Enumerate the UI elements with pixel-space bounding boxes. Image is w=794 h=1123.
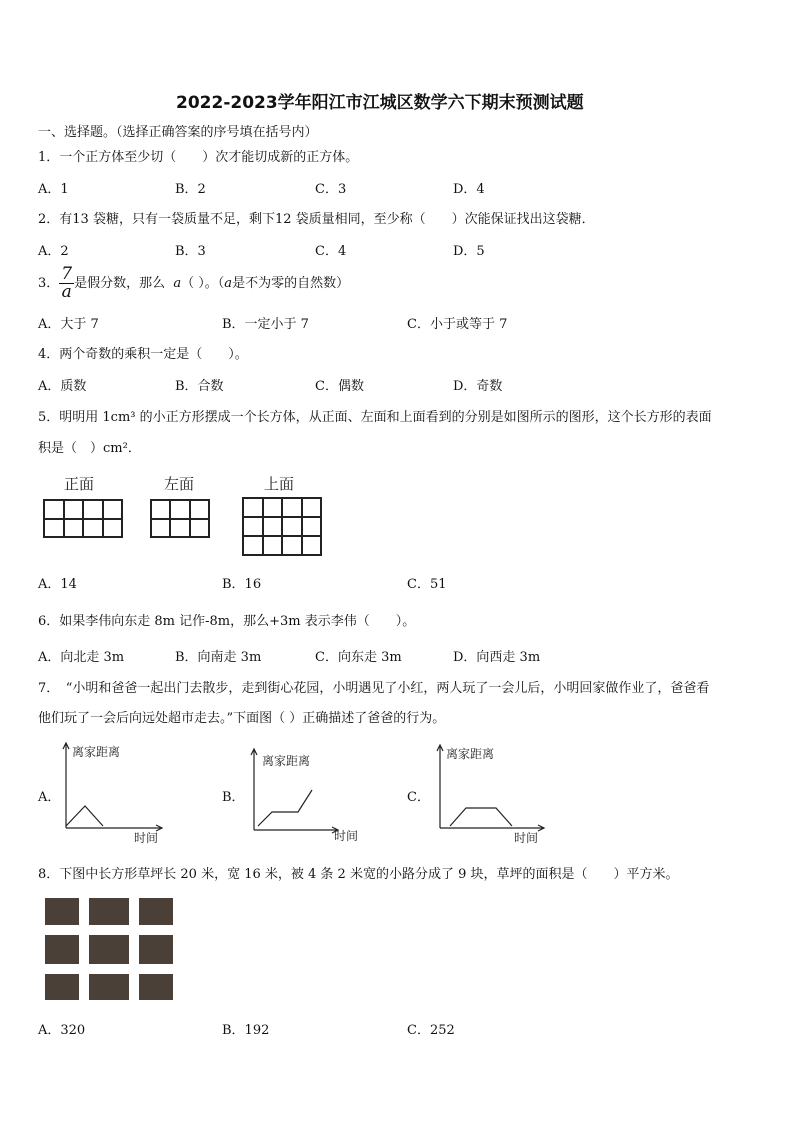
q1-option-c: C．3 (315, 182, 347, 197)
q8-option-a: A．320 (38, 1023, 86, 1038)
q3-option-b: B．一定小于 7 (222, 317, 309, 332)
question-5-line-2: 积是（ ）cm²． (38, 441, 141, 456)
q3-option-c: C．小于或等于 7 (407, 317, 508, 332)
view-label-top: 上面 (264, 475, 295, 493)
q8-option-c: C．252 (407, 1023, 455, 1038)
path-vertical-1 (79, 898, 89, 1000)
top-view-grid (242, 497, 322, 556)
question-1: 1．一个正方体至少切（ ）次才能切成新的正方体。 (38, 150, 359, 165)
q5-option-b: B．16 (222, 577, 262, 592)
q3-fraction-numerator: 7 (61, 264, 73, 284)
page-title: 2022-2023学年阳江市江城区数学六下期末预测试题 (176, 93, 584, 113)
q6-option-a: A．向北走 3m (38, 650, 125, 665)
question-7-line-2: 他们玩了一会后向远处超市走去。”下面图（ ）正确描述了爸爸的行为。 (38, 711, 446, 726)
graph-a-y-label: 离家距离 (72, 745, 121, 759)
q3-variable-2: a (224, 276, 233, 291)
path-horizontal-2 (45, 964, 173, 974)
q6-option-b: B．向南走 3m (175, 650, 262, 665)
q4-option-c: C．偶数 (315, 379, 364, 394)
graph-a-x-label: 时间 (134, 831, 159, 845)
lawn-rectangle (45, 898, 173, 1000)
q3-variable: a (173, 276, 182, 291)
q3-text-after: （ ）。（ (181, 276, 225, 291)
q1-option-a: A．1 (38, 182, 69, 197)
path-vertical-2 (129, 898, 139, 1000)
q1-option-b: B．2 (175, 182, 206, 197)
question-4: 4．两个奇数的乘积一定是（ ）。 (38, 347, 248, 362)
q3-text-tail: 是不为零的自然数） (232, 276, 350, 291)
lawn-diagram (45, 898, 173, 1000)
q7-option-a: A． (38, 790, 61, 805)
graph-b-x-label: 时间 (334, 829, 359, 843)
q4-option-d: D．奇数 (453, 379, 503, 394)
q7-option-b: B． (222, 790, 245, 805)
q2-option-b: B．3 (175, 244, 206, 259)
graph-c-line (450, 808, 512, 826)
q3-text-mid: 是假分数，那么 (74, 276, 166, 291)
view-label-left: 左面 (164, 475, 195, 493)
q6-option-c: C．向东走 3m (315, 650, 402, 665)
q6-option-d: D．向西走 3m (453, 650, 541, 665)
section-heading: 一、选择题。（选择正确答案的序号填在括号内） (38, 125, 318, 140)
question-7-line-1: 7． “小明和爸爸一起出门去散步，走到街心花园，小明遇见了小红，两人玩了一会儿后，小明回家做作业了，爸爸看 (38, 681, 710, 696)
q3-fraction (59, 266, 74, 301)
left-view-grid (150, 499, 210, 538)
question-6: 6．如果李伟向东走 8m 记作-8m，那么+3m 表示李伟（ ）。 (38, 614, 416, 629)
view-label-front: 正面 (64, 475, 95, 493)
q1-option-d: D．4 (453, 182, 485, 197)
q7-option-c: C． (407, 790, 430, 805)
graph-b-y-label: 离家距离 (262, 754, 311, 768)
q4-option-a: A．质数 (38, 379, 87, 394)
graph-c-x-label: 时间 (514, 831, 539, 845)
graph-a-line (66, 806, 103, 826)
q2-option-d: D．5 (453, 244, 485, 259)
q3-number: 3． (38, 276, 60, 291)
question-2: 2．有13 袋糖，只有一袋质量不足，剩下12 袋质量相同，至少称（ ）次能保证找出这袋糖． (38, 212, 595, 227)
question-8: 8．下图中长方形草坪长 20 米，宽 16 米，被 4 条 2 米宽的小路分成了 9 块，草坪的面积是（ ）平方米。 (38, 867, 679, 882)
q5-option-c: C．51 (407, 577, 447, 592)
q2-option-c: C．4 (315, 244, 347, 259)
q2-option-a: A．2 (38, 244, 69, 259)
q4-option-b: B．合数 (175, 379, 224, 394)
graph-b-line (258, 790, 312, 826)
question-5-line-1: 5．明明用 1cm³ 的小正方形摆成一个长方体，从正面、左面和上面看到的分别是如图所示的图形，这个长方形的表面 (38, 410, 712, 425)
distance-time-graph-c (432, 742, 550, 846)
distance-time-graph-a (58, 740, 168, 846)
distance-time-graph-b (246, 746, 366, 846)
q5-option-a: A．14 (38, 577, 77, 592)
question-3 (38, 266, 349, 302)
q8-option-b: B．192 (222, 1023, 270, 1038)
q3-option-a: A．大于 7 (38, 317, 99, 332)
q3-fraction-denominator: a (61, 282, 72, 302)
graph-c-y-label: 离家距离 (446, 747, 495, 761)
front-view-grid (43, 499, 123, 538)
path-horizontal-1 (45, 925, 173, 935)
